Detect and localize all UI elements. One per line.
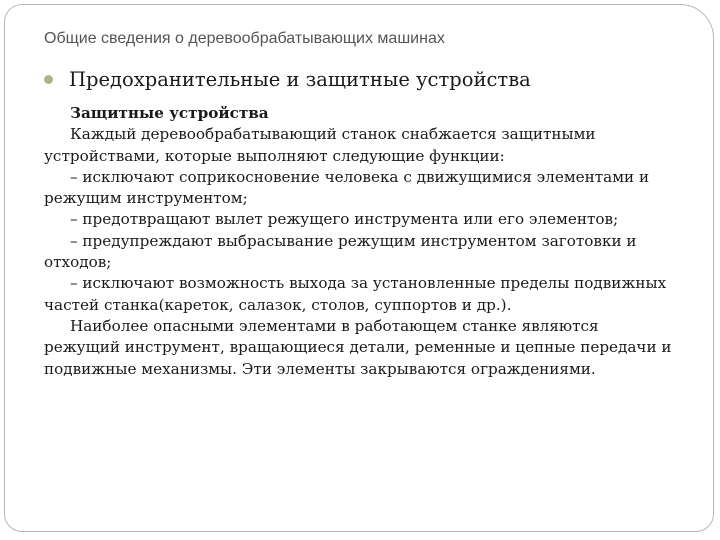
bullet-heading: Предохранительные и защитные устройства <box>69 68 531 91</box>
paragraph-function-3: – предупреждают выбрасывание режущим инструментом заготовки и отходов; <box>44 231 637 272</box>
paragraph-conclusion: Наиболее опасными элементами в работающем станке являются режущий инструмент, вращающиеся детали, ременные и цепные передачи и подвижные механизмы. Эти элементы закрываются ограждениями. <box>44 316 672 378</box>
slide-title: Общие сведения о деревообрабатывающих машинах <box>44 30 445 47</box>
paragraph-function-1: – исключают соприкосновение человека с движущимися элементами и режущим инструментом; <box>44 167 650 208</box>
bullet-item <box>44 68 684 91</box>
subheading: Защитные устройства <box>70 104 269 122</box>
body-text <box>44 103 678 380</box>
paragraph-function-2: – предотвращают вылет режущего инструмента или его элементов; <box>70 210 619 229</box>
bullet-dot-icon <box>44 75 53 84</box>
paragraph-intro: Каждый деревообрабатывающий станок снабжается защитными устройствами, которые выполняют следующие функции: <box>44 125 596 165</box>
paragraph-function-4: – исключают возможность выхода за установленные пределы подвижных частей станка(кареток, салазок, столов, суппортов и др.). <box>44 274 667 314</box>
